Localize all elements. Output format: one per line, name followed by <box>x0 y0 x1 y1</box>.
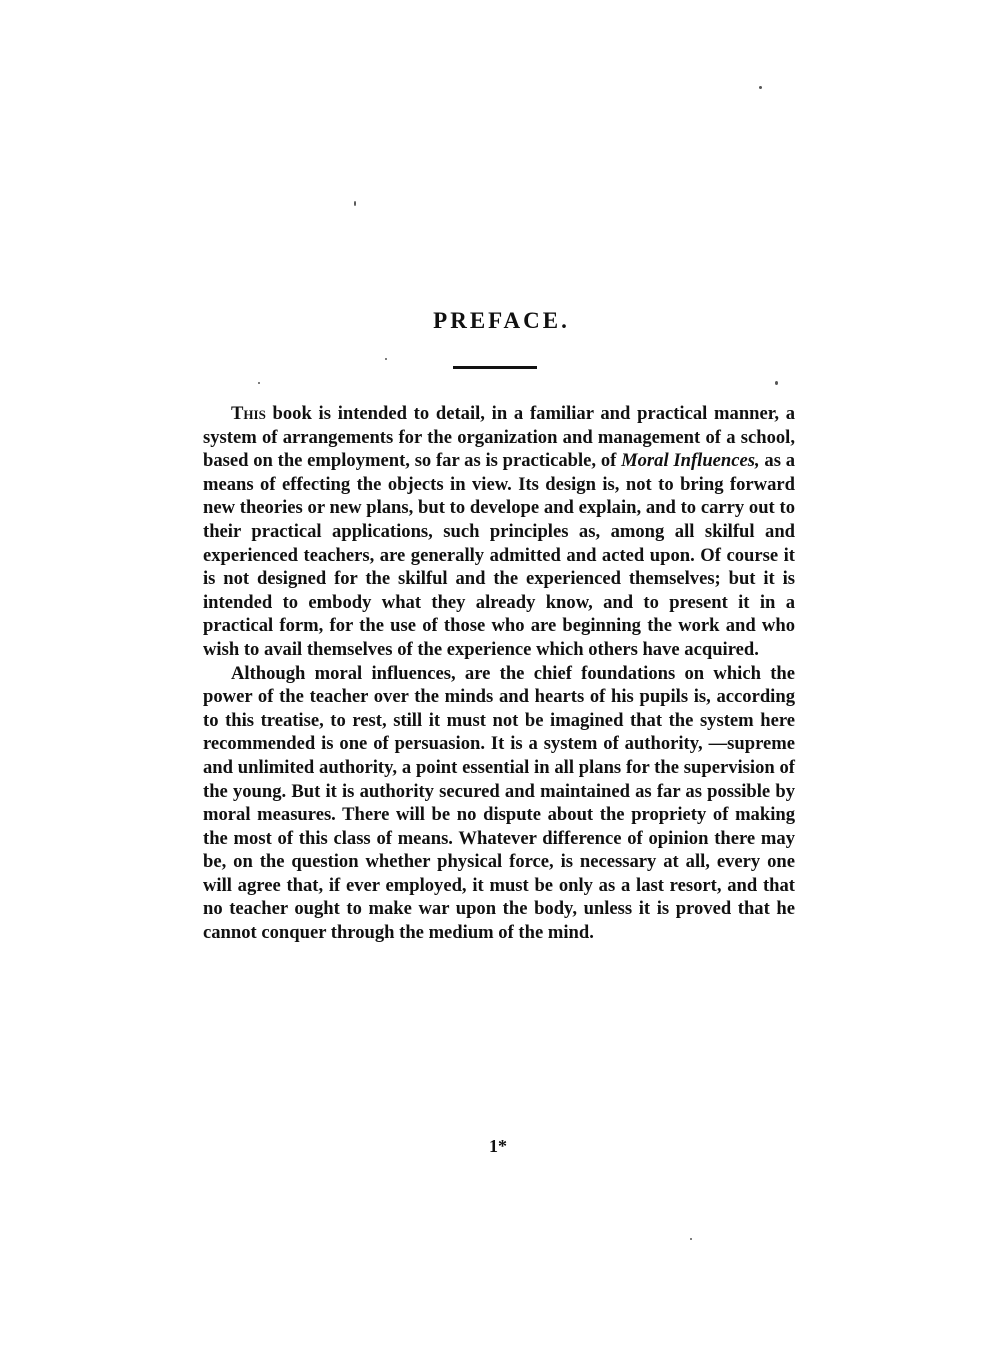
paragraph-1-emphasis: Moral Influences, <box>621 450 760 472</box>
paragraph-lead-word: This <box>231 403 266 424</box>
paragraph-2: Although moral influences, are the chief foundations on which the power of the teacher over the minds and hearts of his pupils is, according to this treatise, to rest, still it must not be imagined that the system here recommended is one of persuasion. It is a system of authority, —supreme and unlimited authority, a point essential in all plans for the supervision of the young. But it is authority secured and maintained as far as possible by moral measures. There will be no dispute about the propriety of making the most of this class of means. Whatever difference of opinion there may be, on the question whether physical force, is necessary at all, every one will agree that, if ever employed, it must be only as a last resort, and that no teacher ought to make war upon the body, unless it is proved that he cannot conquer through the medium of the mind. <box>203 662 795 944</box>
speck <box>385 358 387 360</box>
signature-mark: 1* <box>489 1136 507 1156</box>
speck <box>354 201 356 206</box>
speck <box>258 382 260 384</box>
paragraph-1-text-a: book is intended to detail, in a familiar and practical manner, a system of arrangements for the organization and management of a school, based on the employment, so far as is practicable, of <box>203 403 795 472</box>
page-title: PREFACE. <box>433 308 570 333</box>
paragraph-1 <box>203 402 795 662</box>
speck <box>775 381 778 385</box>
paragraph-1-text-b: as a means of effecting the objects in view. Its design is, not to bring forward new theories or new plans, but to develope and explain, and to carry out to their practical applications, such principles as, among all skilful and experienced teachers, are generally admitted and acted upon. Of course it is not designed for the skilful and the experienced themselves; but it is intended to embody what they already know, and to present it in a practical form, for the use of those who are beginning the work and who wish to avail themselves of the experience which others have acquired. <box>203 450 796 660</box>
title-divider <box>453 366 537 369</box>
preface-body <box>203 402 795 945</box>
speck <box>690 1238 692 1240</box>
speck <box>759 86 762 89</box>
